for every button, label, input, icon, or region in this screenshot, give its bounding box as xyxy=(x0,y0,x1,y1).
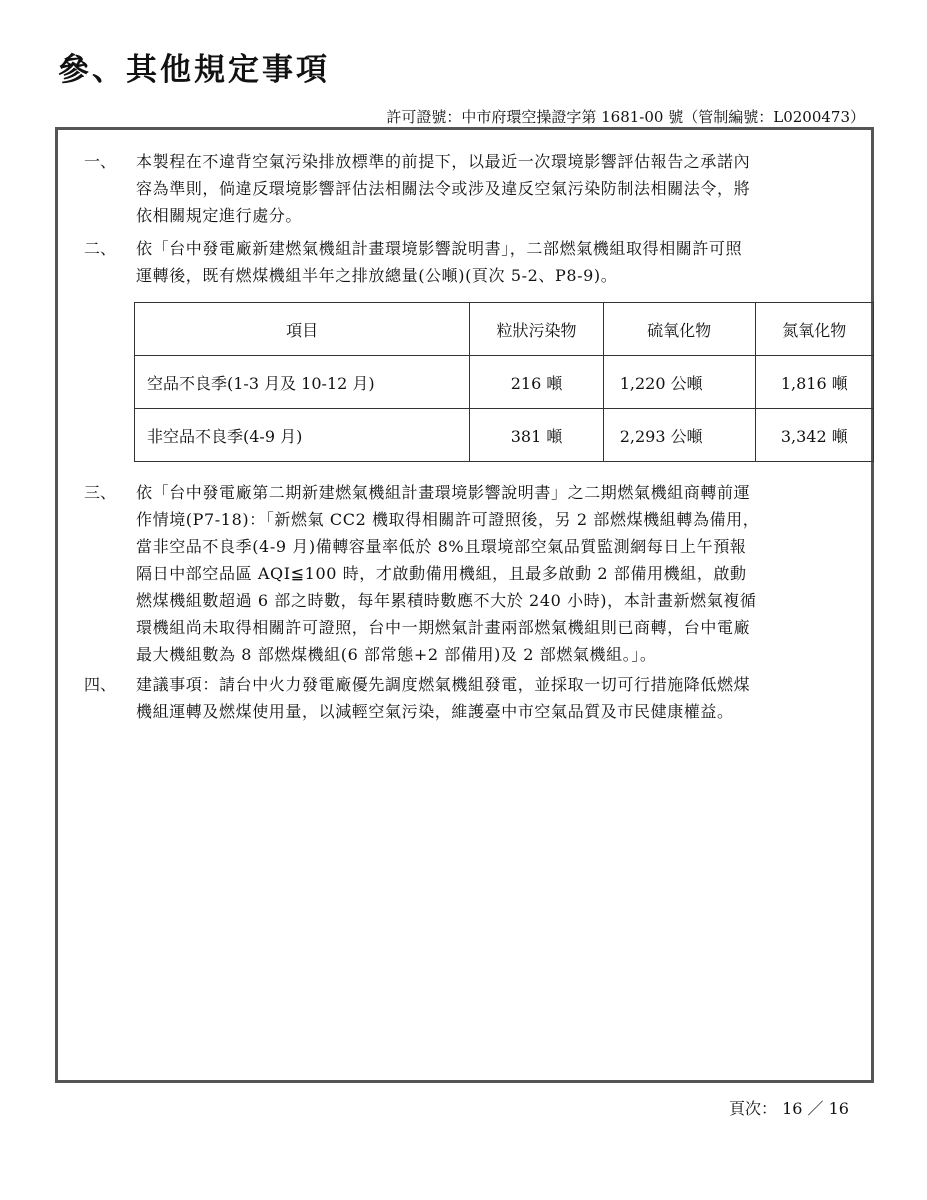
text-line: 本製程在不違背空氣污染排放標準的前提下，以最近一次環境影響評估報告之承諾內 xyxy=(136,152,751,171)
table-cell: 空品不良季(1-3 月及 10-12 月) xyxy=(135,356,470,409)
page-number xyxy=(729,1096,849,1119)
table-row xyxy=(135,356,874,409)
regulations-box xyxy=(55,127,874,1083)
item-text xyxy=(136,235,858,289)
item-number: 三、 xyxy=(84,483,117,502)
item-number: 二、 xyxy=(84,239,117,258)
table-header-row xyxy=(135,303,874,356)
text-line: 作情境(P7-18)：「新燃氣 CC2 機取得相關許可證照後，另 2 部燃煤機組轉為備用， xyxy=(136,510,760,529)
emissions-table xyxy=(134,302,874,462)
text-line: 機組運轉及燃煤使用量，以減輕空氣污染，維護臺中市空氣品質及市民健康權益。 xyxy=(136,702,734,721)
table-header-cell: 氮氧化物 xyxy=(755,303,873,356)
text-line: 運轉後，既有燃煤機組半年之排放總量(公噸)(頁次 5-2、P8-9)。 xyxy=(136,266,618,285)
text-line: 最大機組數為 8 部燃煤機組(6 部常態+2 部備用)及 2 部燃氣機組。」。 xyxy=(136,645,657,664)
text-line: 依「台中發電廠新建燃氣機組計畫環境影響說明書」，二部燃氣機組取得相關許可照 xyxy=(136,239,743,258)
item-text xyxy=(136,148,858,229)
table-cell: 1,220 公噸 xyxy=(603,356,755,409)
table-header-cell: 項目 xyxy=(135,303,470,356)
page-number-label: 頁次： xyxy=(728,1099,777,1118)
text-line: 環機組尚未取得相關許可證照，台中一期燃氣計畫兩部燃氣機組則已商轉，台中電廠 xyxy=(136,618,751,637)
table-row xyxy=(135,409,874,462)
table-cell: 非空品不良季(4-9 月) xyxy=(135,409,470,462)
text-line: 依相關規定進行處分。 xyxy=(136,206,303,225)
text-line: 當非空品不良季(4-9 月)備轉容量率低於 8%且環境部空氣品質監測網每日上午預報 xyxy=(136,537,747,556)
table-cell: 381 噸 xyxy=(470,409,603,462)
page-number-value: 16 ／ 16 xyxy=(782,1099,849,1118)
text-line: 容為準則，倘違反環境影響評估法相關法令或涉及違反空氣污染防制法相關法令，將 xyxy=(136,179,751,198)
item-number: 四、 xyxy=(84,675,117,694)
permit-number: 許可證號：中市府環空操證字第 1681-00 號（管制編號：L0200473） xyxy=(386,108,865,126)
table-header-cell: 粒狀污染物 xyxy=(470,303,603,356)
text-line: 燃煤機組數超過 6 部之時數，每年累積時數應不大於 240 小時)，本計畫新燃氣複循 xyxy=(136,591,757,610)
table-cell: 2,293 公噸 xyxy=(603,409,755,462)
text-line: 建議事項：請台中火力發電廠優先調度燃氣機組發電，並採取一切可行措施降低燃煤 xyxy=(136,675,751,694)
table-cell: 1,816 噸 xyxy=(755,356,873,409)
text-line: 隔日中部空品區 AQI≦100 時，才啟動備用機組，且最多啟動 2 部備用機組，啟動 xyxy=(136,564,747,583)
table-header-cell: 硫氧化物 xyxy=(603,303,755,356)
item-text xyxy=(136,479,858,668)
item-number: 一、 xyxy=(84,152,117,171)
table-cell: 3,342 噸 xyxy=(755,409,873,462)
table-cell: 216 噸 xyxy=(470,356,603,409)
item-text xyxy=(136,671,858,725)
text-line: 依「台中發電廠第二期新建燃氣機組計畫環境影響說明書」之二期燃氣機組商轉前運 xyxy=(136,483,751,502)
page-title: 參、其他規定事項 xyxy=(58,52,330,88)
